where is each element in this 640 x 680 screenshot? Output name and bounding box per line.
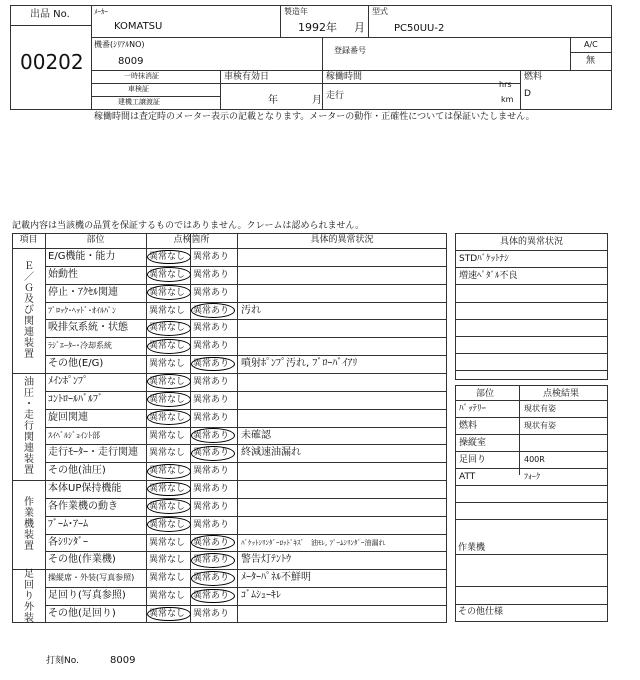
row-abnormal: 異常あり <box>193 573 230 584</box>
row-normal: 異常なし <box>149 591 186 602</box>
year-value: 1992 <box>298 21 326 34</box>
row-abnormal: 異常あり <box>193 376 230 387</box>
row-abnormal: 異常あり <box>193 466 230 477</box>
row-detail: 噴射ﾎﾟﾝﾌﾟ汚れ, ﾌﾞﾛｰﾊﾞｲｱﾘ <box>241 358 358 370</box>
shuppin-label: 出品 No. <box>30 9 70 20</box>
hours-unit: hrs <box>499 80 512 89</box>
results-header-result: 点検結果 <box>543 389 580 399</box>
row-selection-oval <box>191 553 235 568</box>
row-normal: 異常なし <box>149 359 186 370</box>
row-abnormal: 異常あり <box>193 359 230 370</box>
row-part: 旋回関連 <box>48 411 88 423</box>
row-selection-oval <box>191 428 235 443</box>
results-header-part: 部位 <box>476 389 495 399</box>
row-detail: 汚れ <box>241 304 261 316</box>
row-normal: 異常なし <box>149 252 186 262</box>
cert-row-1: 一時抹消証 <box>124 72 159 80</box>
right-detail-line: 増速ﾍﾟﾀﾞﾙ不良 <box>459 271 518 282</box>
row-selection-oval <box>191 446 235 461</box>
row-detail: ﾒｰﾀｰﾊﾟﾈﾙ不鮮明 <box>241 572 311 584</box>
row-normal: 異常なし <box>149 537 186 548</box>
row-abnormal: 異常あり <box>193 394 230 405</box>
row-abnormal: 異常あり <box>193 555 230 566</box>
row-part: ﾗｼﾞｴｰﾀｰ･冷却系統 <box>48 341 112 351</box>
row-abnormal: 異常あり <box>193 269 230 280</box>
serial-label: 機番(ｼﾘｱﾙNO) <box>94 40 145 49</box>
row-selection-oval <box>191 535 235 550</box>
row-normal: 異常なし <box>149 519 186 530</box>
row-detail: 警告灯ﾃﾝﾄｳ <box>241 554 291 566</box>
row-selection-oval <box>147 517 191 532</box>
row-selection-oval <box>191 571 235 586</box>
row-abnormal: 異常あり <box>193 537 230 548</box>
row-detail: ｺﾞﾑｼｭｰｷﾚ <box>241 590 281 602</box>
row-selection-oval <box>147 410 191 425</box>
row-normal: 異常なし <box>149 394 186 405</box>
row-part: 操縦席・外装(写真参照) <box>48 573 135 583</box>
results-row-part: ATT <box>459 472 476 482</box>
row-selection-oval <box>147 607 191 622</box>
row-normal: 異常なし <box>149 341 186 352</box>
inspection-year-unit: 年 <box>268 95 278 106</box>
results-row-part: ﾊﾞｯﾃﾘｰ <box>459 404 487 414</box>
row-part: ﾌﾞﾛｯｸ･ﾍｯﾄﾞ･ｵｲﾙﾊﾟﾝ <box>48 305 116 315</box>
row-normal: 異常なし <box>149 448 186 459</box>
stamp-label: 打刻No. <box>46 656 79 666</box>
table-header-1: 部位 <box>86 235 105 245</box>
row-abnormal: 異常あり <box>193 591 230 602</box>
row-selection-oval <box>191 303 235 318</box>
row-abnormal: 異常あり <box>193 609 230 619</box>
row-detail: 終減速油漏れ <box>241 447 301 459</box>
maker-value: KOMATSU <box>114 21 163 32</box>
row-selection-oval <box>147 250 191 265</box>
row-part: ﾌﾞｰﾑ･ｱｰﾑ <box>48 518 88 530</box>
row-part: 吸排気系統・状態 <box>48 322 128 334</box>
inspection-month-unit: 月 <box>312 95 322 106</box>
km-unit: km <box>501 95 514 104</box>
row-part: ｺﾝﾄﾛｰﾙﾊﾞﾙﾌﾞ <box>48 393 103 405</box>
hours-label: 稼働時間 <box>326 72 363 82</box>
row-selection-oval <box>147 339 191 354</box>
other-spec-label: その他仕様 <box>458 607 504 617</box>
row-detail: ﾊﾞｹｯﾄｼﾘﾝﾀﾞｰﾛｯﾄﾞｷｽﾞ 油ﾓﾚ, ﾌﾞｰﾑｼﾘﾝﾀﾞｰ油漏れ <box>241 538 386 547</box>
row-normal: 異常なし <box>149 609 186 619</box>
disclaimer: 記載内容は当該機の品質を保証するものではありません。クレームは認められません。 <box>12 221 365 231</box>
group-label-0: Ｅ ／ Ｇ 及 び 関 連 装 置 <box>24 260 34 360</box>
results-row-part: 足回り <box>459 455 487 465</box>
row-part: 本体UP保持機能 <box>48 483 122 495</box>
model-value: PC50UU-2 <box>394 23 445 34</box>
table-header-0: 項目 <box>19 235 38 245</box>
row-part: その他(油圧) <box>48 465 106 477</box>
row-normal: 異常なし <box>149 484 186 495</box>
row-selection-oval <box>147 321 191 336</box>
cert-row-2: 車検証 <box>128 85 149 93</box>
year-label: 製造年 <box>284 7 308 16</box>
serial-value: 8009 <box>118 56 144 67</box>
row-detail: 未確認 <box>241 429 271 441</box>
row-abnormal: 異常あり <box>193 430 230 441</box>
row-part: 各ｼﾘﾝﾀﾞｰ <box>48 536 88 548</box>
row-normal: 異常なし <box>149 412 186 423</box>
row-selection-oval <box>147 285 191 300</box>
results-row-value: 現状有姿 <box>524 421 556 430</box>
row-abnormal: 異常あり <box>193 323 230 334</box>
row-normal: 異常なし <box>149 573 186 584</box>
group-label-3: 足 回 り 外 装 <box>24 568 34 624</box>
maker-label: ﾒｰｶｰ <box>94 8 108 16</box>
row-part: 足回り(写真参照) <box>48 590 126 602</box>
row-normal: 異常なし <box>149 430 186 441</box>
row-abnormal: 異常あり <box>193 287 230 298</box>
row-part: ｽｲﾍﾞﾙｼﾞｮｲﾝﾄ部 <box>48 430 100 440</box>
row-abnormal: 異常あり <box>193 252 230 262</box>
results-row-value: 400R <box>524 455 545 464</box>
hours-note: 稼働時間は査定時のメーター表示の記載となります。メーターの動作・正確性については保証いたしません。 <box>94 112 535 122</box>
row-abnormal: 異常あり <box>193 519 230 530</box>
results-row-part: 燃料 <box>459 421 478 431</box>
right-detail-line: STDﾊﾞｹｯﾄﾅｼ <box>459 254 509 264</box>
row-normal: 異常なし <box>149 466 186 477</box>
row-part: その他(足回り) <box>48 608 116 619</box>
work-label: 作業機 <box>458 543 486 553</box>
right-detail-header: 具体的異常状況 <box>500 237 564 247</box>
results-row-value: 現状有姿 <box>524 404 556 413</box>
row-normal: 異常なし <box>149 323 186 334</box>
row-part: 始動性 <box>48 268 78 280</box>
table-header-3: 具体的異常状況 <box>310 235 374 245</box>
fuel-value: D <box>524 89 531 99</box>
row-normal: 異常なし <box>149 501 186 512</box>
row-normal: 異常なし <box>149 555 186 566</box>
results-row-value: ﾌｫｰｸ <box>524 472 540 481</box>
row-part: ﾒｲﾝﾎﾟﾝﾌﾟ <box>48 375 88 387</box>
model-label: 型式 <box>372 7 388 16</box>
row-normal: 異常なし <box>149 376 186 387</box>
row-abnormal: 異常あり <box>193 341 230 352</box>
month-unit: 月 <box>354 21 365 34</box>
stamp-value: 8009 <box>110 655 136 666</box>
registration-label: 登録番号 <box>334 46 366 55</box>
row-normal: 異常なし <box>149 287 186 298</box>
row-abnormal: 異常あり <box>193 305 230 316</box>
inspection-label: 車検有効日 <box>224 72 270 82</box>
row-part: その他(作業機) <box>48 554 116 566</box>
row-part: その他(E/G) <box>48 358 104 370</box>
group-label-1: 油 圧 ・ 走 行 関 連 装 置 <box>24 377 34 476</box>
row-abnormal: 異常あり <box>193 501 230 512</box>
row-abnormal: 異常あり <box>193 412 230 423</box>
row-part: 走行ﾓｰﾀｰ・走行関連 <box>48 447 138 459</box>
row-part: 停止・ｱｸｾﾙ関連 <box>48 286 118 298</box>
shuppin-number: 00202 <box>20 50 84 74</box>
row-part: E/G機能・能力 <box>48 251 116 262</box>
row-abnormal: 異常あり <box>193 484 230 495</box>
table-header-2: 点検箇所 <box>173 235 210 245</box>
row-normal: 異常なし <box>149 305 186 316</box>
ac-value: 無 <box>586 56 596 66</box>
row-part: 各作業機の動き <box>48 500 118 512</box>
row-selection-oval <box>147 464 191 479</box>
group-label-2: 作 業 機 装 置 <box>24 497 34 553</box>
fuel-label: 燃料 <box>524 72 543 82</box>
ac-label: A/C <box>584 40 598 49</box>
results-row-part: 操縦室 <box>459 438 487 448</box>
cert-row-3: 建機工譲渡証 <box>118 98 160 106</box>
row-normal: 異常なし <box>149 269 186 280</box>
row-abnormal: 異常あり <box>193 448 230 459</box>
travel-label: 走行 <box>326 91 345 101</box>
year-unit: 年 <box>326 21 337 34</box>
